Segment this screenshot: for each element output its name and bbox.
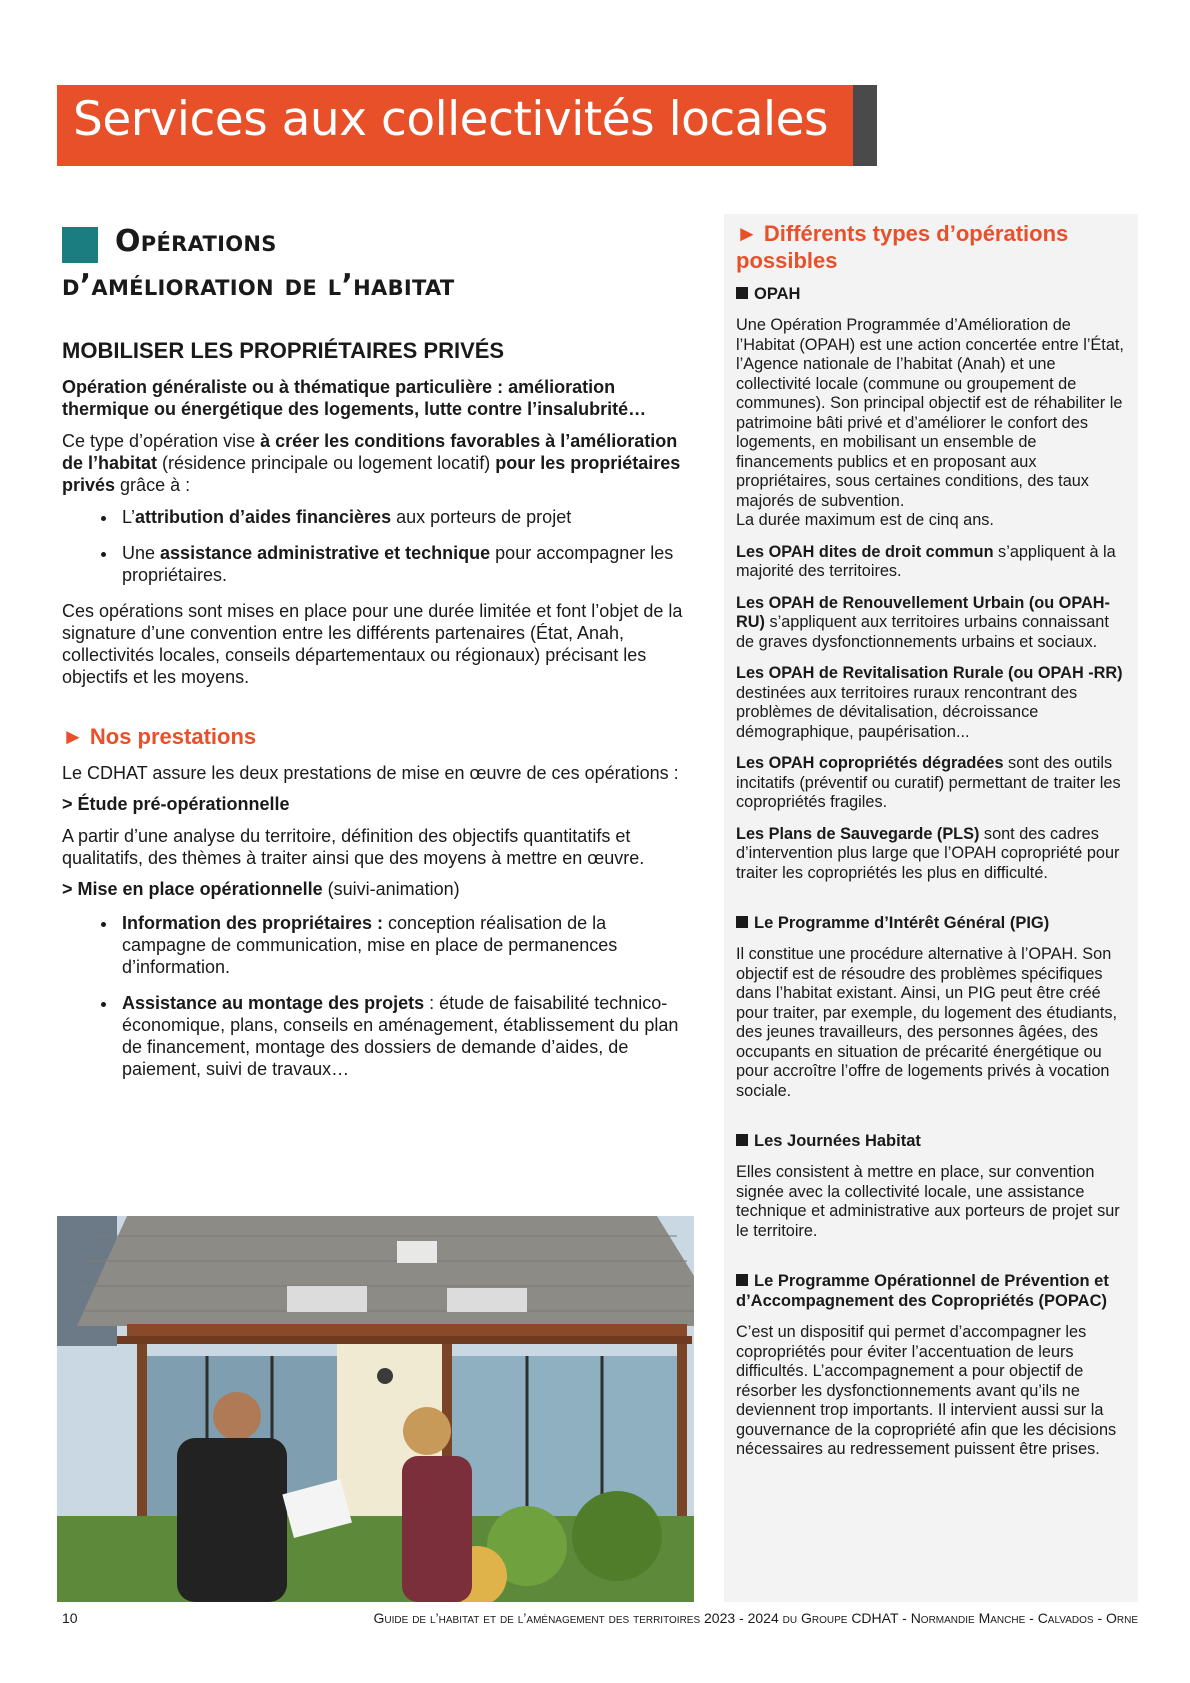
square-icon — [736, 1134, 748, 1146]
prestations-intro: Le CDHAT assure les deux prestations de mise en œuvre de ces opérations : — [62, 763, 679, 783]
list-item: • Information des propriétaires : conception réalisation de la campagne de communication, mise en place de permanences d’information. — [118, 912, 692, 978]
popac-heading: Le Programme Opérationnel de Prévention et d’Accompagnement des Copropriétés (POPAC) — [736, 1272, 1109, 1310]
square-icon — [736, 1274, 748, 1286]
list-item: • Une assistance administrative et technique pour accompagner les propriétaires. — [118, 542, 692, 586]
aid-list — [62, 506, 692, 586]
opah-type-item: Les OPAH de Revitalisation Rurale (ou OPAH -RR) destinées aux territoires ruraux rencontrant des problèmes de dévitalisation, décroissance démographique, paupérisation... — [736, 664, 1123, 741]
pig-heading: Le Programme d’Intérêt Général (PIG) — [736, 913, 1126, 933]
heading-line-1: Opérations — [115, 224, 277, 259]
journees-heading: Les Journées Habitat — [736, 1131, 1126, 1151]
photo-illustration — [57, 1216, 694, 1602]
opah-type-item: Les OPAH dites de droit commun s’appliquent à la majorité des territoires. — [736, 542, 1116, 580]
list-item: • L’attribution d’aides financières aux porteurs de projet — [118, 506, 692, 528]
opah-type-item: Les OPAH copropriétés dégradées sont des outils incitatifs (préventif ou curatif) permettant de traiter les copropriétés fragiles. — [736, 754, 1121, 811]
pig-text: Il constitue une procédure alternative à l’OPAH. Son objectif est de résoudre des problèmes spécifiques dans l’habitat existant. Ainsi, un PIG peut être créé pour traiter, par exemple, du logement des étudiants, des jeunes travailleurs, des personnes âgées, des occupants en situation de précarité énergétique ou pour accroître l’offre de logements privés à vocation sociale. — [736, 945, 1118, 1100]
intro-paragraph: Ce type d’opération vise à créer les conditions favorables à l’amélioration de l’habitat (résidence principale ou logement locatif) pour les propriétaires privés grâce à : — [62, 431, 681, 495]
services-list — [62, 912, 692, 1080]
section-subheading: MOBILISER LES PROPRIÉTAIRES PRIVÉS — [62, 338, 505, 363]
etude-heading: > Étude pré-opérationnelle — [62, 794, 290, 814]
popac-text: C’est un dispositif qui permet d’accompagner les copropriétés pour éviter l’accentuation de leurs difficultés. L’accompagnement a pour objectif de résorber les dysfonctionnements avant qu’ils ne deviennent trop importants. Il intervient aussi sur la gouvernance de la copropriété afin que les décisions nécessaires au redressement puissent être prises. — [736, 1323, 1117, 1458]
square-icon — [736, 916, 748, 928]
square-icon — [62, 227, 98, 263]
heading-line-2: d’amélioration de l’habitat — [62, 268, 455, 303]
prestations-heading: ► Nos prestations — [62, 724, 257, 749]
left-column — [62, 220, 692, 1094]
list-item: • Assistance au montage des projets : étude de faisabilité technico-économique, plans, conseils en aménagement, établissement du plan de financement, montage des dossiers de demande d’aides, de paiement, suivi de travaux… — [118, 992, 692, 1080]
banner-title: Services aux collectivités locales — [73, 92, 828, 147]
footer-text: Guide de l’habitat et de l’aménagement des territoires 2023 - 2024 du Groupe CDHAT - Normandie Manche - Calvados - Orne — [373, 1610, 1138, 1626]
main-heading — [62, 220, 692, 308]
mise-en-place-heading: > Mise en place opérationnelle (suivi-animation) — [62, 879, 460, 899]
operations-paragraph: Ces opérations sont mises en place pour une durée limitée et font l’objet de la signature d’une convention entre les différents partenaires (État, Anah, collectivités locales, conseils départementaux ou régionaux) précisant les objectifs et les moyens. — [62, 601, 683, 687]
etude-text: A partir d’une analyse du territoire, définition des objectifs quantitatifs et qualitatifs, des thèmes à traiter ainsi que des moyens à mettre en œuvre. — [62, 826, 645, 868]
opah-heading: OPAH — [736, 284, 1126, 304]
operation-types-panel — [724, 214, 1138, 1602]
banner-accent — [853, 85, 877, 166]
opah-text: Une Opération Programmée d’Amélioration de l’Habitat (OPAH) est une action concertée entre l’État, l’Agence nationale de l’habitat (Anah) et une collectivité locale (commune ou groupement de communes). Son principal objectif est de réhabiliter le patrimoine bâti privé et d’améliorer le confort des logements, en mobilisant un ensemble de financements publics et en proposant aux propriétaires, sous certaines conditions, des taux majorés de subvention. La durée maximum est de cinq ans. — [736, 316, 1124, 529]
journees-text: Elles consistent à mettre en place, sur convention signée avec la collectivité locale, une assistance technique et administrative aux porteurs de projet sur le territoire. — [736, 1163, 1120, 1240]
opah-type-item: Les OPAH de Renouvellement Urbain (ou OPAH-RU) s’appliquent aux territoires urbains connaissant de graves dysfonctionnements urbains et sociaux. — [736, 593, 1110, 651]
lead-paragraph: Opération généraliste ou à thématique particulière : amélioration thermique ou énergétique des logements, lutte contre l’insalubrité… — [62, 377, 647, 419]
panel-title: ► Différents types d’opérations possibles — [736, 221, 1069, 273]
square-icon — [736, 287, 748, 299]
page-number: 10 — [62, 1610, 78, 1626]
opah-type-item: Les Plans de Sauvegarde (PLS) sont des cadres d’intervention plus large que l’OPAH copropriété pour traiter les copropriétés les plus en difficulté. — [736, 824, 1120, 882]
house-photo — [57, 1216, 694, 1602]
